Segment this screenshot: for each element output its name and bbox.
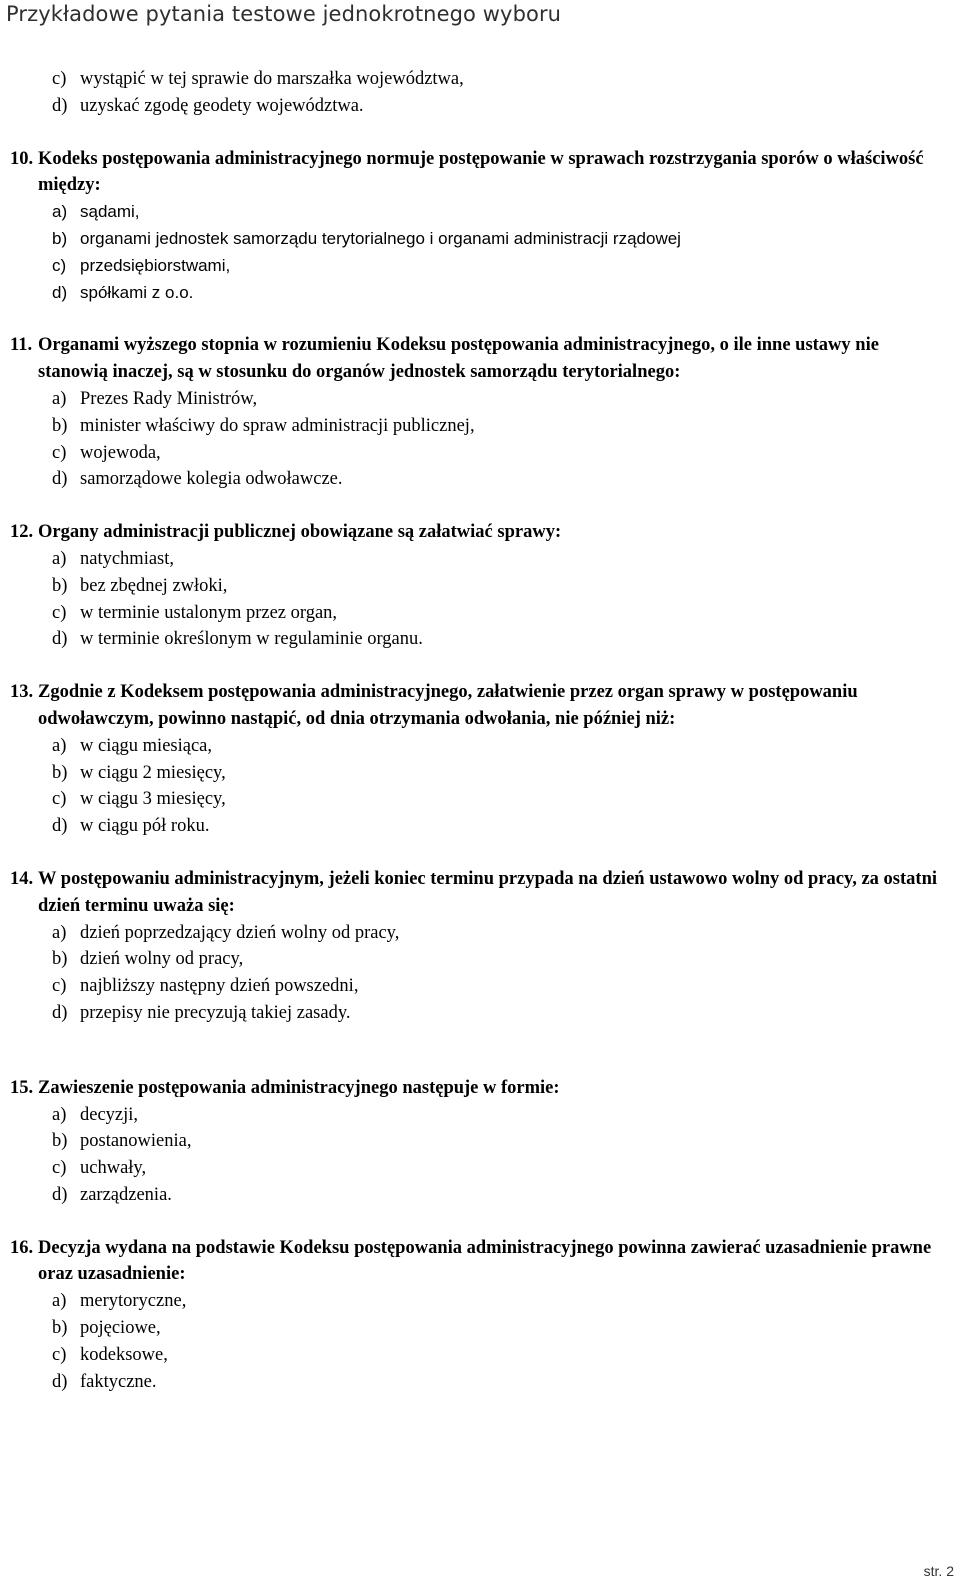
question-number: 13. bbox=[10, 682, 34, 703]
answer-option bbox=[52, 199, 950, 226]
answer-list bbox=[10, 546, 950, 653]
question-number: 11. bbox=[10, 335, 33, 356]
answer-option bbox=[52, 1315, 950, 1342]
document-body bbox=[10, 66, 950, 1421]
answer-letter: a) bbox=[52, 922, 67, 943]
answer-option bbox=[52, 440, 950, 467]
question-number: 12. bbox=[10, 522, 34, 543]
answer-letter: a) bbox=[52, 548, 67, 569]
question-text: Zgodnie z Kodeksem postępowania administracyjnego, załatwienie przez organ sprawy w postępowaniu odwoławczym, powinno nastąpić, od dnia otrzymania odwołania, nie później niż: bbox=[38, 682, 858, 729]
question-text: Decyzja wydana na podstawie Kodeksu postępowania administracyjnego powinna zawierać uzasadnienie prawne oraz uzasadnienie: bbox=[38, 1237, 932, 1285]
question-block bbox=[10, 332, 950, 493]
answer-letter: c) bbox=[52, 602, 67, 623]
question-block bbox=[10, 519, 950, 653]
answer-letter: b) bbox=[52, 575, 68, 596]
answer-list bbox=[10, 199, 950, 306]
answer-text: minister właściwy do spraw administracji publicznej, bbox=[80, 415, 475, 436]
answer-option bbox=[52, 466, 950, 493]
question-stem bbox=[10, 679, 950, 733]
answer-letter: d) bbox=[52, 1371, 68, 1392]
answer-text: w ciągu pół roku. bbox=[80, 816, 210, 837]
answer-letter: b) bbox=[52, 1318, 68, 1339]
answer-letter: d) bbox=[52, 469, 68, 490]
answer-option bbox=[52, 1342, 950, 1369]
answer-option bbox=[52, 973, 950, 1000]
answer-letter: b) bbox=[52, 228, 68, 248]
answer-text: w terminie ustalonym przez organ, bbox=[80, 602, 338, 623]
answer-letter: a) bbox=[52, 202, 68, 222]
answer-text: w terminie określonym w regulaminie organu. bbox=[80, 629, 423, 650]
question-text: Organy administracji publicznej obowiązane są załatwiać sprawy: bbox=[38, 522, 562, 543]
answer-option bbox=[52, 280, 950, 307]
answer-option bbox=[52, 626, 950, 653]
answer-text: postanowienia, bbox=[80, 1131, 192, 1152]
answer-list bbox=[10, 1102, 950, 1209]
answer-text: natychmiast, bbox=[80, 548, 175, 569]
answer-text: Prezes Rady Ministrów, bbox=[80, 388, 258, 409]
answer-letter: d) bbox=[52, 95, 68, 116]
answer-option bbox=[52, 733, 950, 760]
answer-letter: b) bbox=[52, 415, 68, 436]
answer-option bbox=[52, 1000, 950, 1027]
answer-letter: c) bbox=[52, 442, 67, 463]
answer-text: sądami, bbox=[80, 202, 140, 222]
answer-text: faktyczne. bbox=[80, 1371, 157, 1392]
question-stem bbox=[10, 146, 950, 200]
question-stem bbox=[10, 1075, 950, 1102]
answer-list bbox=[10, 1288, 950, 1395]
answer-letter: c) bbox=[52, 1344, 67, 1365]
answer-option bbox=[52, 226, 950, 253]
continuation-block bbox=[10, 66, 950, 120]
answer-letter: d) bbox=[52, 1184, 68, 1205]
answer-letter: c) bbox=[52, 789, 67, 810]
question-block bbox=[10, 866, 950, 1027]
question-stem bbox=[10, 1235, 950, 1289]
page-header: Przykładowe pytania testowe jednokrotnego wyboru bbox=[6, 2, 562, 26]
answer-letter: d) bbox=[52, 629, 68, 650]
answer-option bbox=[52, 920, 950, 947]
answer-text: dzień poprzedzający dzień wolny od pracy, bbox=[80, 922, 400, 943]
answer-option bbox=[52, 546, 950, 573]
answer-letter: c) bbox=[52, 976, 67, 997]
question-list bbox=[10, 146, 950, 1396]
answer-text: wojewoda, bbox=[80, 442, 161, 463]
answer-option bbox=[52, 1288, 950, 1315]
answer-option bbox=[52, 1102, 950, 1129]
answer-option bbox=[52, 760, 950, 787]
answer-text: kodeksowe, bbox=[80, 1344, 168, 1365]
question-number: 16. bbox=[10, 1237, 34, 1258]
page-number: str. 2 bbox=[923, 1563, 954, 1579]
answer-option bbox=[52, 786, 950, 813]
answer-list bbox=[10, 920, 950, 1027]
answer-option bbox=[52, 600, 950, 627]
answer-letter: c) bbox=[52, 255, 67, 275]
answer-option bbox=[52, 66, 950, 93]
answer-letter: a) bbox=[52, 735, 67, 756]
answer-text: pojęciowe, bbox=[80, 1318, 161, 1339]
question-number: 10. bbox=[10, 148, 34, 169]
answer-letter: b) bbox=[52, 949, 68, 970]
answer-text: bez zbędnej zwłoki, bbox=[80, 575, 228, 596]
answer-text: przedsiębiorstwami, bbox=[80, 255, 231, 275]
answer-letter: d) bbox=[52, 816, 68, 837]
answer-option bbox=[52, 573, 950, 600]
answer-option bbox=[52, 386, 950, 413]
answer-text: zarządzenia. bbox=[80, 1184, 172, 1205]
question-block bbox=[10, 1235, 950, 1396]
answer-option bbox=[52, 1182, 950, 1209]
question-number: 15. bbox=[10, 1077, 34, 1098]
answer-text: uzyskać zgodę geodety województwa. bbox=[80, 95, 364, 116]
answer-option bbox=[52, 813, 950, 840]
answer-letter: c) bbox=[52, 1158, 67, 1179]
question-block bbox=[10, 1075, 950, 1209]
answer-letter: b) bbox=[52, 762, 68, 783]
answer-letter: a) bbox=[52, 388, 67, 409]
answer-text: organami jednostek samorządu terytorialnego i organami administracji rządowej bbox=[80, 228, 681, 248]
answer-option bbox=[52, 413, 950, 440]
answer-list bbox=[10, 66, 950, 120]
answer-letter: c) bbox=[52, 69, 67, 89]
answer-text: w ciągu 3 miesięcy, bbox=[80, 789, 226, 810]
answer-letter: a) bbox=[52, 1104, 67, 1125]
answer-text: w ciągu 2 miesięcy, bbox=[80, 762, 226, 783]
answer-option bbox=[52, 93, 950, 120]
answer-letter: d) bbox=[52, 1002, 68, 1023]
answer-letter: b) bbox=[52, 1131, 68, 1152]
question-stem bbox=[10, 519, 950, 546]
answer-letter: d) bbox=[52, 282, 68, 302]
answer-text: samorządowe kolegia odwoławcze. bbox=[80, 469, 343, 490]
question-text: Kodeks postępowania administracyjnego normuje postępowanie w sprawach rozstrzygania sporów o właściwość między: bbox=[38, 148, 924, 196]
answer-option bbox=[52, 1369, 950, 1396]
answer-list bbox=[10, 733, 950, 840]
answer-text: decyzji, bbox=[80, 1104, 139, 1125]
answer-text: w ciągu miesiąca, bbox=[80, 735, 213, 756]
question-stem bbox=[10, 866, 950, 920]
question-text: Zawieszenie postępowania administracyjnego następuje w formie: bbox=[38, 1077, 560, 1098]
answer-letter: a) bbox=[52, 1291, 67, 1312]
question-number: 14. bbox=[10, 868, 34, 889]
answer-text: wystąpić w tej sprawie do marszałka województwa, bbox=[80, 69, 464, 89]
answer-option bbox=[52, 1155, 950, 1182]
answer-text: merytoryczne, bbox=[80, 1291, 187, 1312]
question-block bbox=[10, 679, 950, 840]
answer-text: uchwały, bbox=[80, 1158, 147, 1179]
question-block bbox=[10, 146, 950, 307]
answer-text: spółkami z o.o. bbox=[80, 282, 194, 302]
answer-text: najbliższy następny dzień powszedni, bbox=[80, 976, 359, 997]
answer-option bbox=[52, 1128, 950, 1155]
question-text: W postępowaniu administracyjnym, jeżeli koniec terminu przypada na dzień ustawowo wolny od pracy, za ostatni dzień terminu uważa się: bbox=[38, 868, 937, 916]
question-text: Organami wyższego stopnia w rozumieniu Kodeksu postępowania administracyjnego, o ile inne ustawy nie stanowią inaczej, są w stosunku do organów jednostek samorządu terytorialnego: bbox=[38, 335, 879, 383]
answer-option bbox=[52, 253, 950, 280]
answer-option bbox=[52, 946, 950, 973]
answer-text: dzień wolny od pracy, bbox=[80, 949, 244, 970]
answer-text: przepisy nie precyzują takiej zasady. bbox=[80, 1002, 351, 1023]
answer-list bbox=[10, 386, 950, 493]
question-stem bbox=[10, 332, 950, 386]
